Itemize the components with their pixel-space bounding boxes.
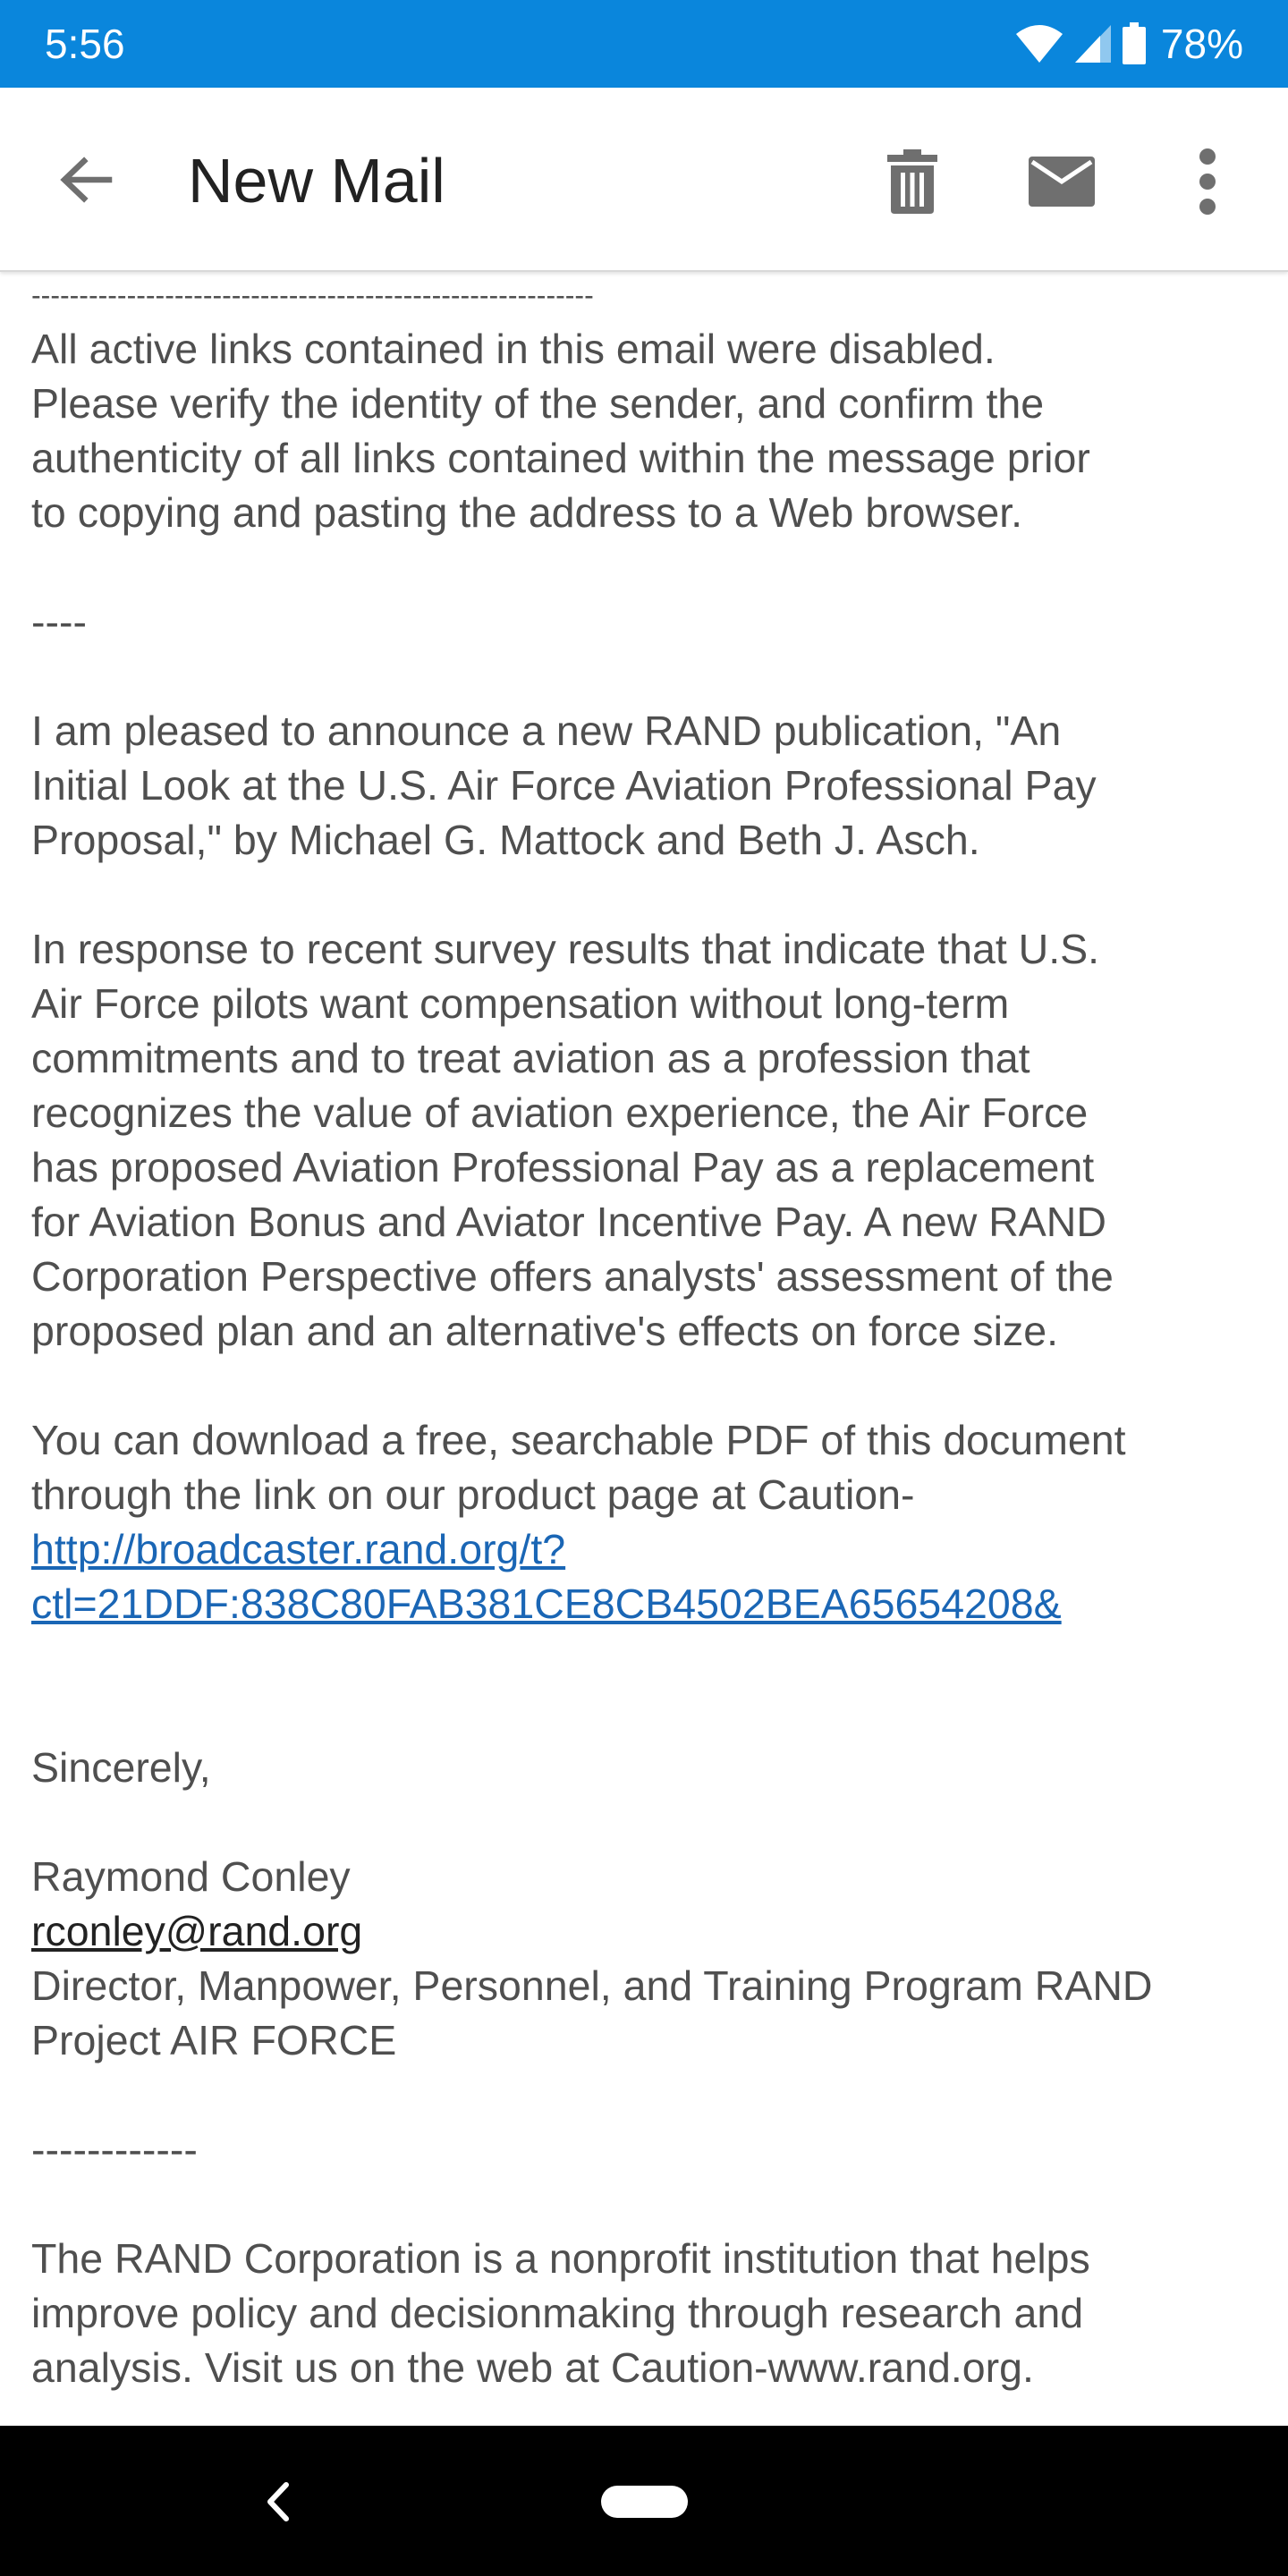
footer-paragraph: The RAND Corporation is a nonprofit institution that helps improve policy and decisionmaking through research and analysis. Visit us on the web at Caution-www.rand.org. bbox=[31, 2235, 1090, 2391]
announcement-paragraph: I am pleased to announce a new RAND publication, "An Initial Look at the U.S. Air Force Aviation Professional Pay Proposal," by Michael G. Mattock and Beth J. Asch. bbox=[31, 708, 1097, 863]
back-arrow-icon bbox=[54, 148, 116, 211]
summary-paragraph: In response to recent survey results that indicate that U.S. Air Force pilots want compensation without long-term commitments and to treat aviation as a profession that recognizes the value of aviation experience, the Air Force has proposed Aviation Professional Pay as a replacement for Aviation Bonus and Aviator Incentive Pay. A new RAND Corporation Perspective offers analysts' assessment of the proposed plan and an alternative's effects on force size. bbox=[31, 926, 1114, 1354]
home-pill-button[interactable] bbox=[601, 2486, 688, 2518]
product-link-line2[interactable]: ctl=21DDF:838C80FAB381CE8CB4502BEA65654208& bbox=[31, 1580, 1062, 1627]
status-time: 5:56 bbox=[45, 21, 125, 67]
signature-name: Raymond Conley bbox=[31, 1853, 351, 1900]
more-options-button[interactable] bbox=[1167, 141, 1248, 222]
back-button[interactable] bbox=[54, 148, 116, 211]
separator-short: ---- bbox=[31, 598, 87, 645]
separator-top: ----------------------------------------------------------- bbox=[31, 279, 594, 311]
delete-button[interactable] bbox=[872, 141, 953, 222]
trash-icon bbox=[887, 149, 937, 214]
product-link-line1[interactable]: http://broadcaster.rand.org/t? bbox=[31, 1526, 566, 1572]
disabled-links-notice: All active links contained in this email were disabled. Please verify the identity of the sender, and confirm the authenticity of all links contained within the message prior to copying and pasting the address to a Web browser. bbox=[31, 326, 1090, 536]
more-vert-icon bbox=[1199, 148, 1216, 216]
mark-unread-button[interactable] bbox=[1021, 141, 1102, 222]
page-title: New Mail bbox=[188, 146, 445, 216]
signature-email-link[interactable]: rconley@rand.org bbox=[31, 1908, 363, 1954]
signature-title: Director, Manpower, Personnel, and Training Program RAND Project AIR FORCE bbox=[31, 1962, 1153, 2063]
nav-back-button[interactable] bbox=[259, 2479, 295, 2524]
closing: Sincerely, bbox=[31, 1744, 211, 1791]
navigation-bar bbox=[0, 2426, 1288, 2576]
wifi-icon bbox=[1014, 23, 1064, 64]
app-bar bbox=[0, 88, 1288, 272]
battery-percent: 78% bbox=[1160, 21, 1243, 67]
status-icons bbox=[1014, 18, 1243, 70]
signal-icon bbox=[1073, 23, 1113, 64]
separator-signature: ------------ bbox=[31, 2126, 198, 2173]
product-link[interactable] bbox=[31, 1522, 1266, 1577]
mail-icon bbox=[1029, 157, 1095, 207]
chevron-left-icon bbox=[259, 2479, 295, 2524]
status-bar bbox=[0, 0, 1288, 88]
email-body bbox=[31, 268, 1266, 2395]
battery-icon bbox=[1122, 22, 1147, 65]
download-paragraph: You can download a free, searchable PDF of this document through the link on our product page at Caution- bbox=[31, 1417, 1126, 1518]
